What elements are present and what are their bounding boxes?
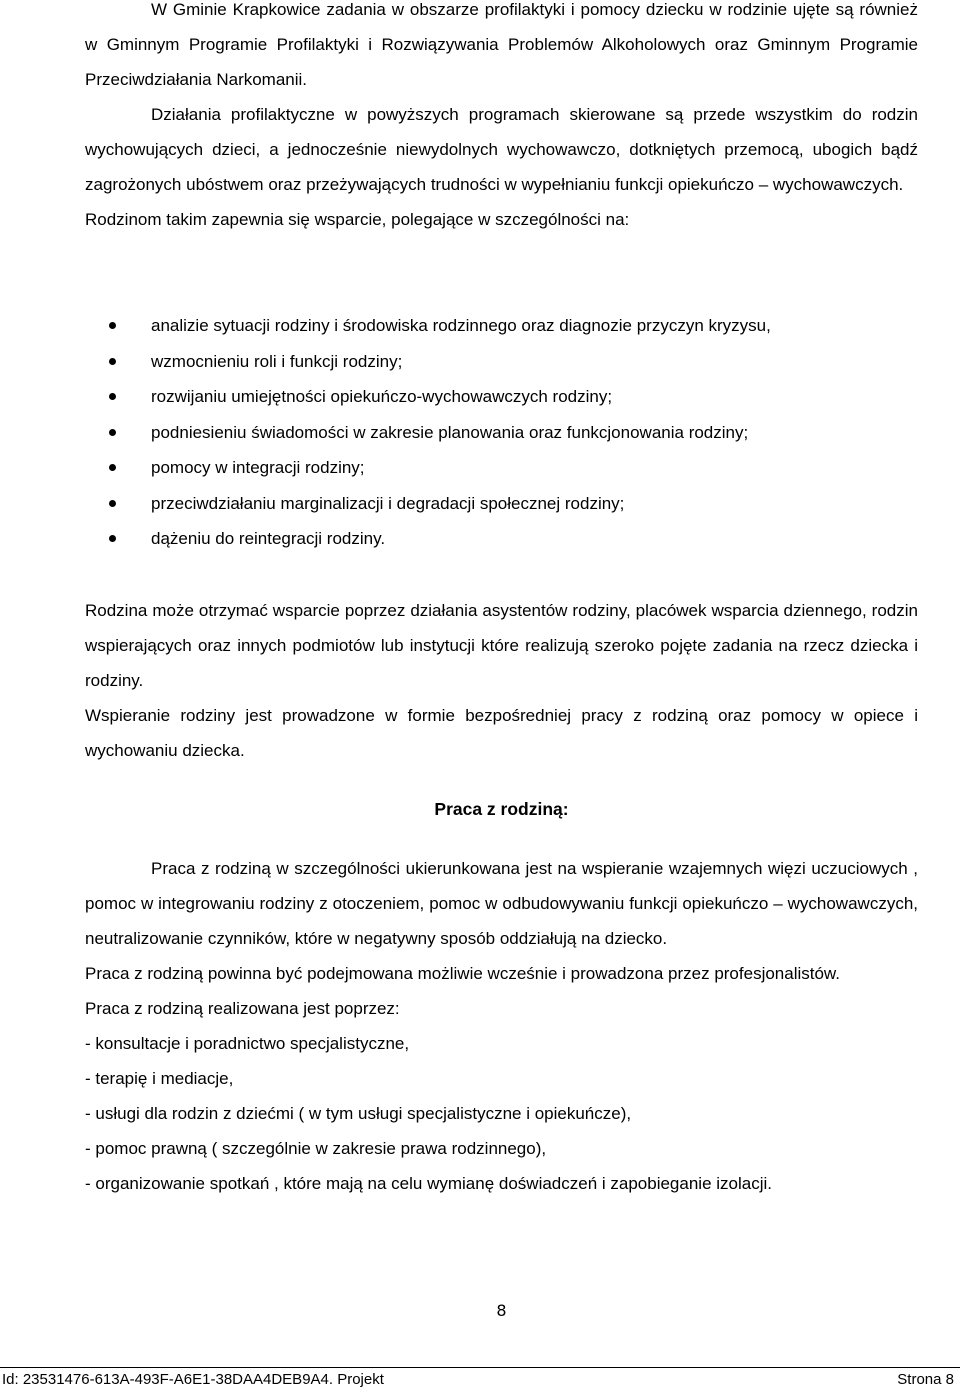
list-item: przeciwdziałaniu marginalizacji i degradacji społecznej rodziny; — [85, 486, 918, 522]
list-item: pomocy w integracji rodziny; — [85, 450, 918, 486]
footer-divider — [0, 1367, 960, 1368]
dash-list-item: - terapię i mediacje, — [85, 1069, 234, 1088]
paragraph-family-work-timing: Praca z rodziną powinna być podejmowana możliwie wcześnie i prowadzona przez profesjonalistów. — [85, 964, 840, 983]
dash-list-item: - organizowanie spotkań , które mają na celu wymianę doświadczeń i zapobieganie izolacji. — [85, 1174, 772, 1193]
list-item: analizie sytuacji rodziny i środowiska rodzinnego oraz diagnozie przyczyn kryzysu, — [85, 308, 918, 344]
paragraph-family-work-focus: Praca z rodziną w szczególności ukierunkowana jest na wspieranie wzajemnych więzi uczuciowych , pomoc w integrowaniu rodziny z otoczeniem, pomoc w odbudowywaniu funkcji opiekuńczo – wychowawczych, neutralizowanie czynników, które w negatywny sposób oddziałują na dziecko. — [85, 859, 918, 948]
list-item: wzmocnieniu roli i funkcji rodziny; — [85, 344, 918, 380]
family-work-section — [85, 851, 918, 1201]
intro-section — [85, 0, 918, 237]
list-item: rozwijaniu umiejętności opiekuńczo-wychowawczych rodziny; — [85, 379, 918, 415]
paragraph-support-intro: Rodzinom takim zapewnia się wsparcie, polegające w szczególności na: — [85, 210, 630, 229]
paragraph-family-work-methods: Praca z rodziną realizowana jest poprzez: — [85, 999, 400, 1018]
paragraph-target-families: Działania profilaktyczne w powyższych programach skierowane są przede wszystkim do rodzin wychowujących dzieci, a jednocześnie niewydolnych wychowawczo, dotkniętych przemocą, ubogich bądź zagrożonych ubóstwem oraz przeżywających trudności w wypełnianiu funkcji opiekuńczo – wychowawczych. — [85, 105, 918, 194]
dash-list-item: - konsultacje i poradnictwo specjalistyczne, — [85, 1034, 410, 1053]
footer-document-id: Id: 23531476-613A-493F-A6E1-38DAA4DEB9A4. Projekt — [2, 1371, 384, 1388]
page-number: 8 — [496, 1301, 507, 1320]
paragraph-support-sources: Rodzina może otrzymać wsparcie poprzez działania asystentów rodziny, placówek wsparcia dziennego, rodzin wspierających oraz innych podmiotów lub instytucji które realizują szeroko pojęte zadania na rzecz dziecka i rodziny. — [85, 601, 918, 690]
support-bullet-list — [85, 308, 918, 557]
dash-list-item: - pomoc prawną ( szczególnie w zakresie prawa rodzinnego), — [85, 1139, 547, 1158]
paragraph-program-scope: W Gminie Krapkowice zadania w obszarze profilaktyki i pomocy dziecku w rodzinie ujęte są również w Gminnym Programie Profilaktyki i Rozwiązywania Problemów Alkoholowych oraz Gminnym Programie Przeciwdziałania Narkomanii. — [85, 0, 918, 89]
list-item: dążeniu do reintegracji rodziny. — [85, 521, 918, 557]
list-item: podniesieniu świadomości w zakresie planowania oraz funkcjonowania rodziny; — [85, 415, 918, 451]
support-forms-section — [85, 593, 918, 768]
dash-list-item: - usługi dla rodzin z dziećmi ( w tym usługi specjalistyczne i opiekuńcze), — [85, 1104, 632, 1123]
section-heading: Praca z rodziną: — [434, 799, 569, 819]
footer-page-label: Strona 8 — [897, 1371, 954, 1388]
paragraph-support-form: Wspieranie rodziny jest prowadzone w formie bezpośredniej pracy z rodziną oraz pomocy w opiece i wychowaniu dziecka. — [85, 706, 918, 760]
